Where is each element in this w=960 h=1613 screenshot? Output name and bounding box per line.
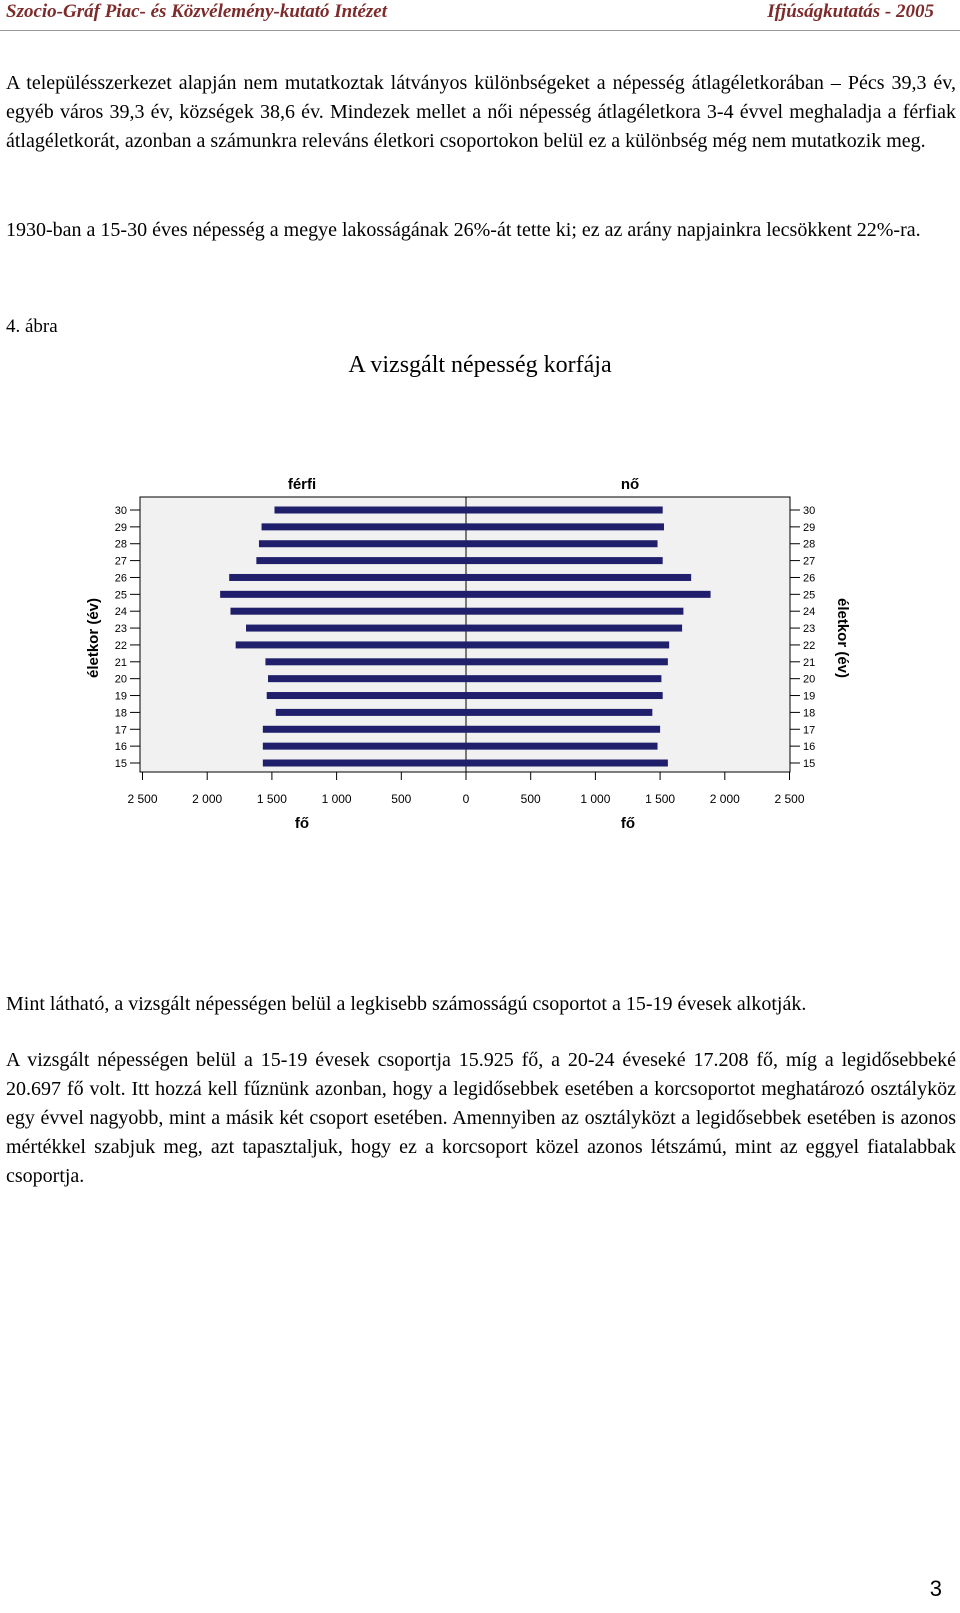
bar-female-24 <box>466 608 683 615</box>
y-tick-label-right-28: 28 <box>803 538 816 551</box>
figure-title: A vizsgált népesség korfája <box>348 352 612 378</box>
y-tick-label-left-15: 15 <box>114 758 127 770</box>
bar-male-24 <box>230 608 466 615</box>
bar-female-30 <box>466 507 663 514</box>
x-tick-label-right-4: 2 500 <box>774 792 805 806</box>
y-tick-label-right-26: 26 <box>803 572 816 585</box>
y-axis-label-right: életkor (év) <box>834 597 851 679</box>
bar-male-29 <box>262 523 466 530</box>
x-tick-label-right-2: 1 500 <box>645 792 676 806</box>
bar-female-29 <box>466 523 664 530</box>
bar-female-22 <box>466 641 669 648</box>
y-tick-label-left-30: 30 <box>114 505 127 517</box>
bar-male-18 <box>276 709 466 716</box>
x-tick-label-right-3: 2 000 <box>709 792 740 806</box>
bar-female-17 <box>466 726 660 733</box>
header-divider <box>0 30 960 31</box>
figure-label: 4. ábra <box>6 316 58 337</box>
bar-female-19 <box>466 692 663 699</box>
x-tick-label-left-5: 0 <box>462 792 470 806</box>
y-tick-label-left-24: 24 <box>114 606 127 619</box>
y-axis-label-left: életkor (év) <box>85 597 102 679</box>
y-tick-label-left-23: 23 <box>114 623 127 636</box>
bar-female-23 <box>466 625 682 632</box>
legend-label-ferfi: férfi <box>287 476 317 493</box>
bar-male-19 <box>267 692 466 699</box>
paragraph-group-sizes: A vizsgált népességen belül a 15-19 évesek csoportja 15.925 fő, a 20-24 éveseké 17.208 fő, míg a legidősebbeké 20.697 fő volt. Itt hozzá kell fűznünk azonban, hogy a legidősebbek esetében a korcsoportot meghatározó osztályköz egy évvel nagyobb, mint a másik két csoport esetében. Amennyiben az osztályközt a legidősebbek esetében is azonos mértékkel szabjuk meg, azt tapasztaljuk, hogy ez a korcsoport közel azonos létszámú, mint az eggyel fiatalabbak csoportja. <box>6 1049 956 1187</box>
bar-female-21 <box>466 658 668 665</box>
page-number: 3 <box>929 1576 942 1601</box>
bar-male-21 <box>265 658 466 665</box>
bar-female-27 <box>466 557 663 564</box>
y-tick-label-left-21: 21 <box>114 656 127 669</box>
y-tick-label-left-29: 29 <box>114 521 127 534</box>
x-axis-label-left: fő <box>294 815 310 832</box>
bar-male-15 <box>263 760 466 767</box>
y-tick-label-right-24: 24 <box>803 606 816 619</box>
y-tick-label-right-16: 16 <box>803 741 816 754</box>
bar-male-30 <box>274 507 466 514</box>
y-tick-label-left-25: 25 <box>114 589 127 602</box>
y-tick-label-left-22: 22 <box>114 639 127 652</box>
y-tick-label-right-19: 19 <box>803 690 816 703</box>
y-tick-label-left-16: 16 <box>114 741 127 754</box>
y-tick-label-right-27: 27 <box>803 555 816 568</box>
bar-female-20 <box>466 675 661 682</box>
bar-male-28 <box>259 540 466 547</box>
bar-female-26 <box>466 574 691 581</box>
x-tick-label-left-4: 500 <box>391 792 412 806</box>
bar-male-27 <box>256 557 466 564</box>
x-tick-label-left-2: 1 500 <box>256 792 287 806</box>
y-tick-label-right-29: 29 <box>803 521 816 534</box>
bar-female-18 <box>466 709 652 716</box>
bar-male-26 <box>229 574 466 581</box>
bar-male-20 <box>268 675 466 682</box>
y-tick-label-left-19: 19 <box>114 690 127 703</box>
y-tick-label-left-27: 27 <box>114 555 127 568</box>
bar-female-25 <box>466 591 711 598</box>
y-tick-label-left-17: 17 <box>114 724 127 737</box>
bar-male-25 <box>220 591 466 598</box>
y-tick-label-right-23: 23 <box>803 623 816 636</box>
bar-male-16 <box>263 743 466 750</box>
bar-female-28 <box>466 540 658 547</box>
paragraph-1930-ratio: 1930-ban a 15-30 éves népesség a megye lakosságának 26%-át tette ki; ez az arány napjainkra lecsökkent 22%-ra. <box>6 219 921 241</box>
y-tick-label-right-15: 15 <box>803 758 816 770</box>
bar-male-23 <box>246 625 466 632</box>
bar-female-15 <box>466 760 668 767</box>
legend-label-no: nő <box>620 476 640 493</box>
bar-female-16 <box>466 743 658 750</box>
x-tick-label-left-3: 1 000 <box>321 792 352 806</box>
y-tick-label-left-18: 18 <box>114 707 127 720</box>
y-tick-label-left-26: 26 <box>114 572 127 585</box>
y-tick-label-right-25: 25 <box>803 589 816 602</box>
header-project: Ifjúságkutatás - 2005 <box>767 1 934 22</box>
y-tick-label-right-17: 17 <box>803 724 816 737</box>
y-tick-label-left-28: 28 <box>114 538 127 551</box>
paragraph-smallest-group: Mint látható, a vizsgált népességen belül a legkisebb számosságú csoportot a 15-19 évesek alkotják. <box>6 993 807 1015</box>
x-axis-label-right: fő <box>620 815 636 832</box>
y-tick-label-right-21: 21 <box>803 656 816 669</box>
x-tick-label-right-1: 1 000 <box>580 792 611 806</box>
bar-male-22 <box>236 641 466 648</box>
header-institute: Szocio-Gráf Piac- és Közvélemény-kutató Intézet <box>6 1 388 22</box>
population-pyramid-chart <box>0 460 960 880</box>
y-tick-label-right-30: 30 <box>803 505 816 517</box>
paragraph-settlement-structure: A településszerkezet alapján nem mutatkoztak látványos különbségeket a népesség átlagéletkorában – Pécs 39,3 év, egyéb város 39,3 év, községek 38,6 év. Mindezek mellet a női népesség átlagéletkora 3-4 évvel meghaladja a férfiak átlagéletkorát, azonban a számunkra releváns életkori csoportokon belül ez a különbség még nem mutatkozik meg. <box>6 72 956 152</box>
y-tick-label-right-20: 20 <box>803 673 816 686</box>
y-tick-label-left-20: 20 <box>114 673 127 686</box>
bar-male-17 <box>263 726 466 733</box>
x-tick-label-right-0: 500 <box>520 792 541 806</box>
y-tick-label-right-22: 22 <box>803 639 816 652</box>
x-tick-label-left-1: 2 000 <box>192 792 223 806</box>
x-tick-label-left-0: 2 500 <box>127 792 158 806</box>
y-tick-label-right-18: 18 <box>803 707 816 720</box>
